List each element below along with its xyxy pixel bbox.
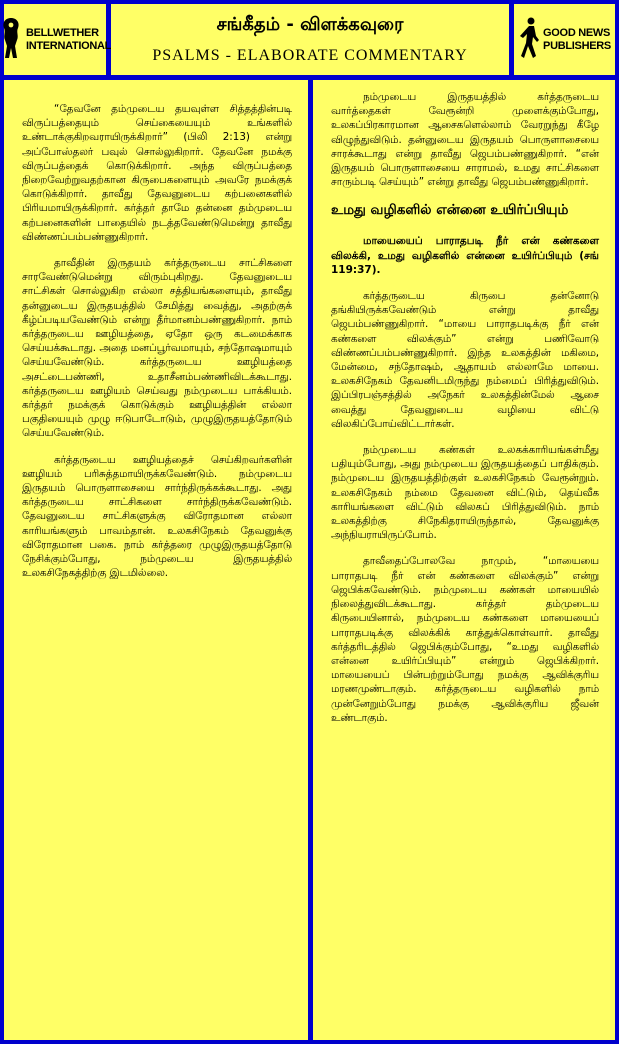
title-english: PSALMS - ELABORATE COMMENTARY (152, 47, 468, 64)
page-header (111, 4, 509, 75)
right-paragraph-3: தாவீதைப்போலவே நாமும், “மாயையை பாராதபடி நீர் என் கண்களை விலக்கும்” என்று ஜெபிக்கவேண்டும். நம்முடைய கண்கள் மாயையில் நிலைத்துவிடக்கூடாது. கர்த்தர் தம்முடைய கிருபையினால், நம்முடைய கண்களை மாயையைப் பாராதபடிக்கு விலக்கிக் காத்துக்கொள்வார். தாவீது கர்த்தரிடத்தில் ஜெபிக்கும்போது, “உமது வழிகளில் என்னை உயிர்ப்பியும்” என்றும் ஜெபிக்கிறார். மாயையைப் பின்பற்றும்போது நமக்கு ஆவிக்குரிய மரணமுண்டாகும். கர்த்தருடைய வழிகளில் நாம் முன்னேறும்போது நமக்கு ஆவிக்குரிய ஜீவன் உண்டாகும். (331, 555, 599, 724)
left-paragraph-2: தாவீதின் இருதயம் கர்த்தருடைய சாட்சிகளை சாரவேண்டுமென்று விரும்புகிறது. தேவனுடைய சாட்சிகள் சொல்லுகிற எல்லா சத்தியங்களையும், தாவீது தன்னுடைய இருதயத்தில் சேமித்து வைத்து, அதற்குக் கீழ்ப்படியவேண்டும் என்று தீர்மானம்பண்ணுகிறார். நாம் கர்த்தருடைய ஊழியத்தை, ஏதோ ஒரு கடமைக்காக செய்யக்கூடாது. அதை மனப்பூர்வமாயும், சந்தோஷமாயும் செய்யவேண்டும். கர்த்தருடைய ஊழியத்தை அசட்டைபண்ணி, உதாசீனம்பண்ணிவிடக்கூடாது. கர்த்தருடைய ஊழியம் செய்வது நம்முடைய பாக்கியம். கர்த்தர் நமக்குக் கொடுக்கும் ஊழியத்தின் எல்லா பகுதியையும் முழு ஈடுபாடோடும், முழுஇருதயத்தோடும் செய்யவேண்டும். (22, 257, 292, 440)
right-logo-line2: PUBLISHERS (543, 39, 611, 52)
scripture-verse: மாயையைப் பாராதபடி நீர் என் கண்களை விலக்கி, உமது வழிகளில் என்னை உயிர்ப்பியும் (சங் 119:37). (331, 235, 599, 276)
right-column (313, 80, 615, 1040)
left-column (4, 80, 308, 1040)
ram-icon (0, 16, 23, 64)
good-news-logo (514, 4, 615, 75)
title-tamil: சங்கீதம் - விளக்கவுரை (216, 14, 404, 35)
right-paragraph-2: நம்முடைய கண்கள் உலகக்காரியங்கள்மீது பதியும்போது, அது நம்முடைய இருதயத்தைப் பாதிக்கும். நம்முடைய இருதயத்திற்குள் உலகசிநேகம் வேரூன்றும். உலகசிநேகம் நம்மை தேவனை விட்டும், தெய்வீக காரியங்களை விட்டும் விலகப் பிரித்துவிடும். நாம் உலகத்திற்கு சிநேகிதராயிருந்தால், தேவனுக்கு அந்நியராயிருப்போம். (331, 444, 599, 542)
runner-icon (518, 16, 540, 64)
left-logo-line1: BELLWETHER (25, 26, 99, 39)
section-heading: உமது வழிகளில் என்னை உயிர்ப்பியும் (331, 202, 569, 219)
right-paragraph-1: கர்த்தருடைய கிருபை தன்னோடு தங்கியிருக்கவேண்டும் என்று தாவீது ஜெபம்பண்ணுகிறார். “மாயை பாராதபடிக்கு நீர் என் கண்களை விலக்கும்” என்று பணிவோடு விண்ணப்பம்பண்ணுகிறார். இந்த உலகத்தின் மகிமை, மேன்மை, சந்தோஷம், ஆதாயம் எல்லாமே மாயை. உலகசிநேகம் தேவனிடமிருந்து நம்மைப் பிரித்துவிடும். இப்பிரபஞ்சத்தில் அநேகர் உலகத்தின்மேல் ஆசை வைத்து தேவனுடைய வழியை விட்டு விலகிப்போய்விட்டார்கள். (331, 290, 599, 430)
right-logo-line1: GOOD NEWS (543, 26, 611, 39)
left-paragraph-1: “தேவனே தம்முடைய தயவுள்ள சித்தத்தின்படி விருப்பத்தையும் செய்கையையும் உங்களில் உண்டாக்குகிறவராயிருக்கிறார்” (பிலி 2:13) என்று அப்போஸ்தலர் பவுல் சொல்லுகிறார். தேவனே நமக்கு விருப்பத்தைக் கொடுக்கிறார். அந்த விருப்பத்தை நிறைவேற்றுவதற்கான கிருபைகளையும் அவரே நமக்குக் கொடுக்கிறார். தாவீது தேவனுடைய கற்பனைகளில் பிரியமாயிருக்கிறார். கர்த்தர் தாமே தன்னை தம்முடைய கற்பனைகளின் பாதையில் நடத்தவேண்டுமென்று தாவீது விண்ணப்பம்பண்ணுகிறார். (22, 103, 292, 243)
left-logo-line2: INTERNATIONAL (25, 39, 112, 52)
left-paragraph-3: கர்த்தருடைய ஊழியத்தைச் செய்கிறவர்களின் ஊழியம் பரிசுத்தமாயிருக்கவேண்டும். நம்முடைய இருதயம் பொருளாசையை சார்ந்திருக்கக்கூடாது. அது கர்த்தருடைய சாட்சிகளை சார்ந்திருக்கவேண்டும். தேவனுடைய சாட்சிகளுக்கு விரோதமான எல்லா காரியங்களும் பாவம்தான். உலகசிநேகம் தேவனுக்கு விரோதமான பகை. நாம் கர்த்தரை முழுஇருதயத்தோடு நேசிக்கும்போது, நம்முடைய இருதயத்தில் உலகசிநேகத்திற்கு இடமில்லை. (22, 453, 292, 580)
bellwether-logo (4, 4, 112, 75)
right-intro-paragraph: நம்முடைய இருதயத்தில் கர்த்தருடைய வார்த்தைகள் வேரூன்றி முளைக்கும்போது, உலகப்பிரகாரமான ஆசைகளெல்லாம் வேரறுந்து கீழே விழுந்துவிடும். தன்னுடைய இருதயம் பொருளாசையை சாரக்கூடாது என்று தாவீது ஜெபம்பண்ணுகிறார். “என் இருதயம் பொருளாசையை சாராமல், உமது சாட்சிகளை சாரும்படி செய்யும்” என்று தாவீது ஜெபம்பண்ணுகிறார். (331, 91, 599, 189)
